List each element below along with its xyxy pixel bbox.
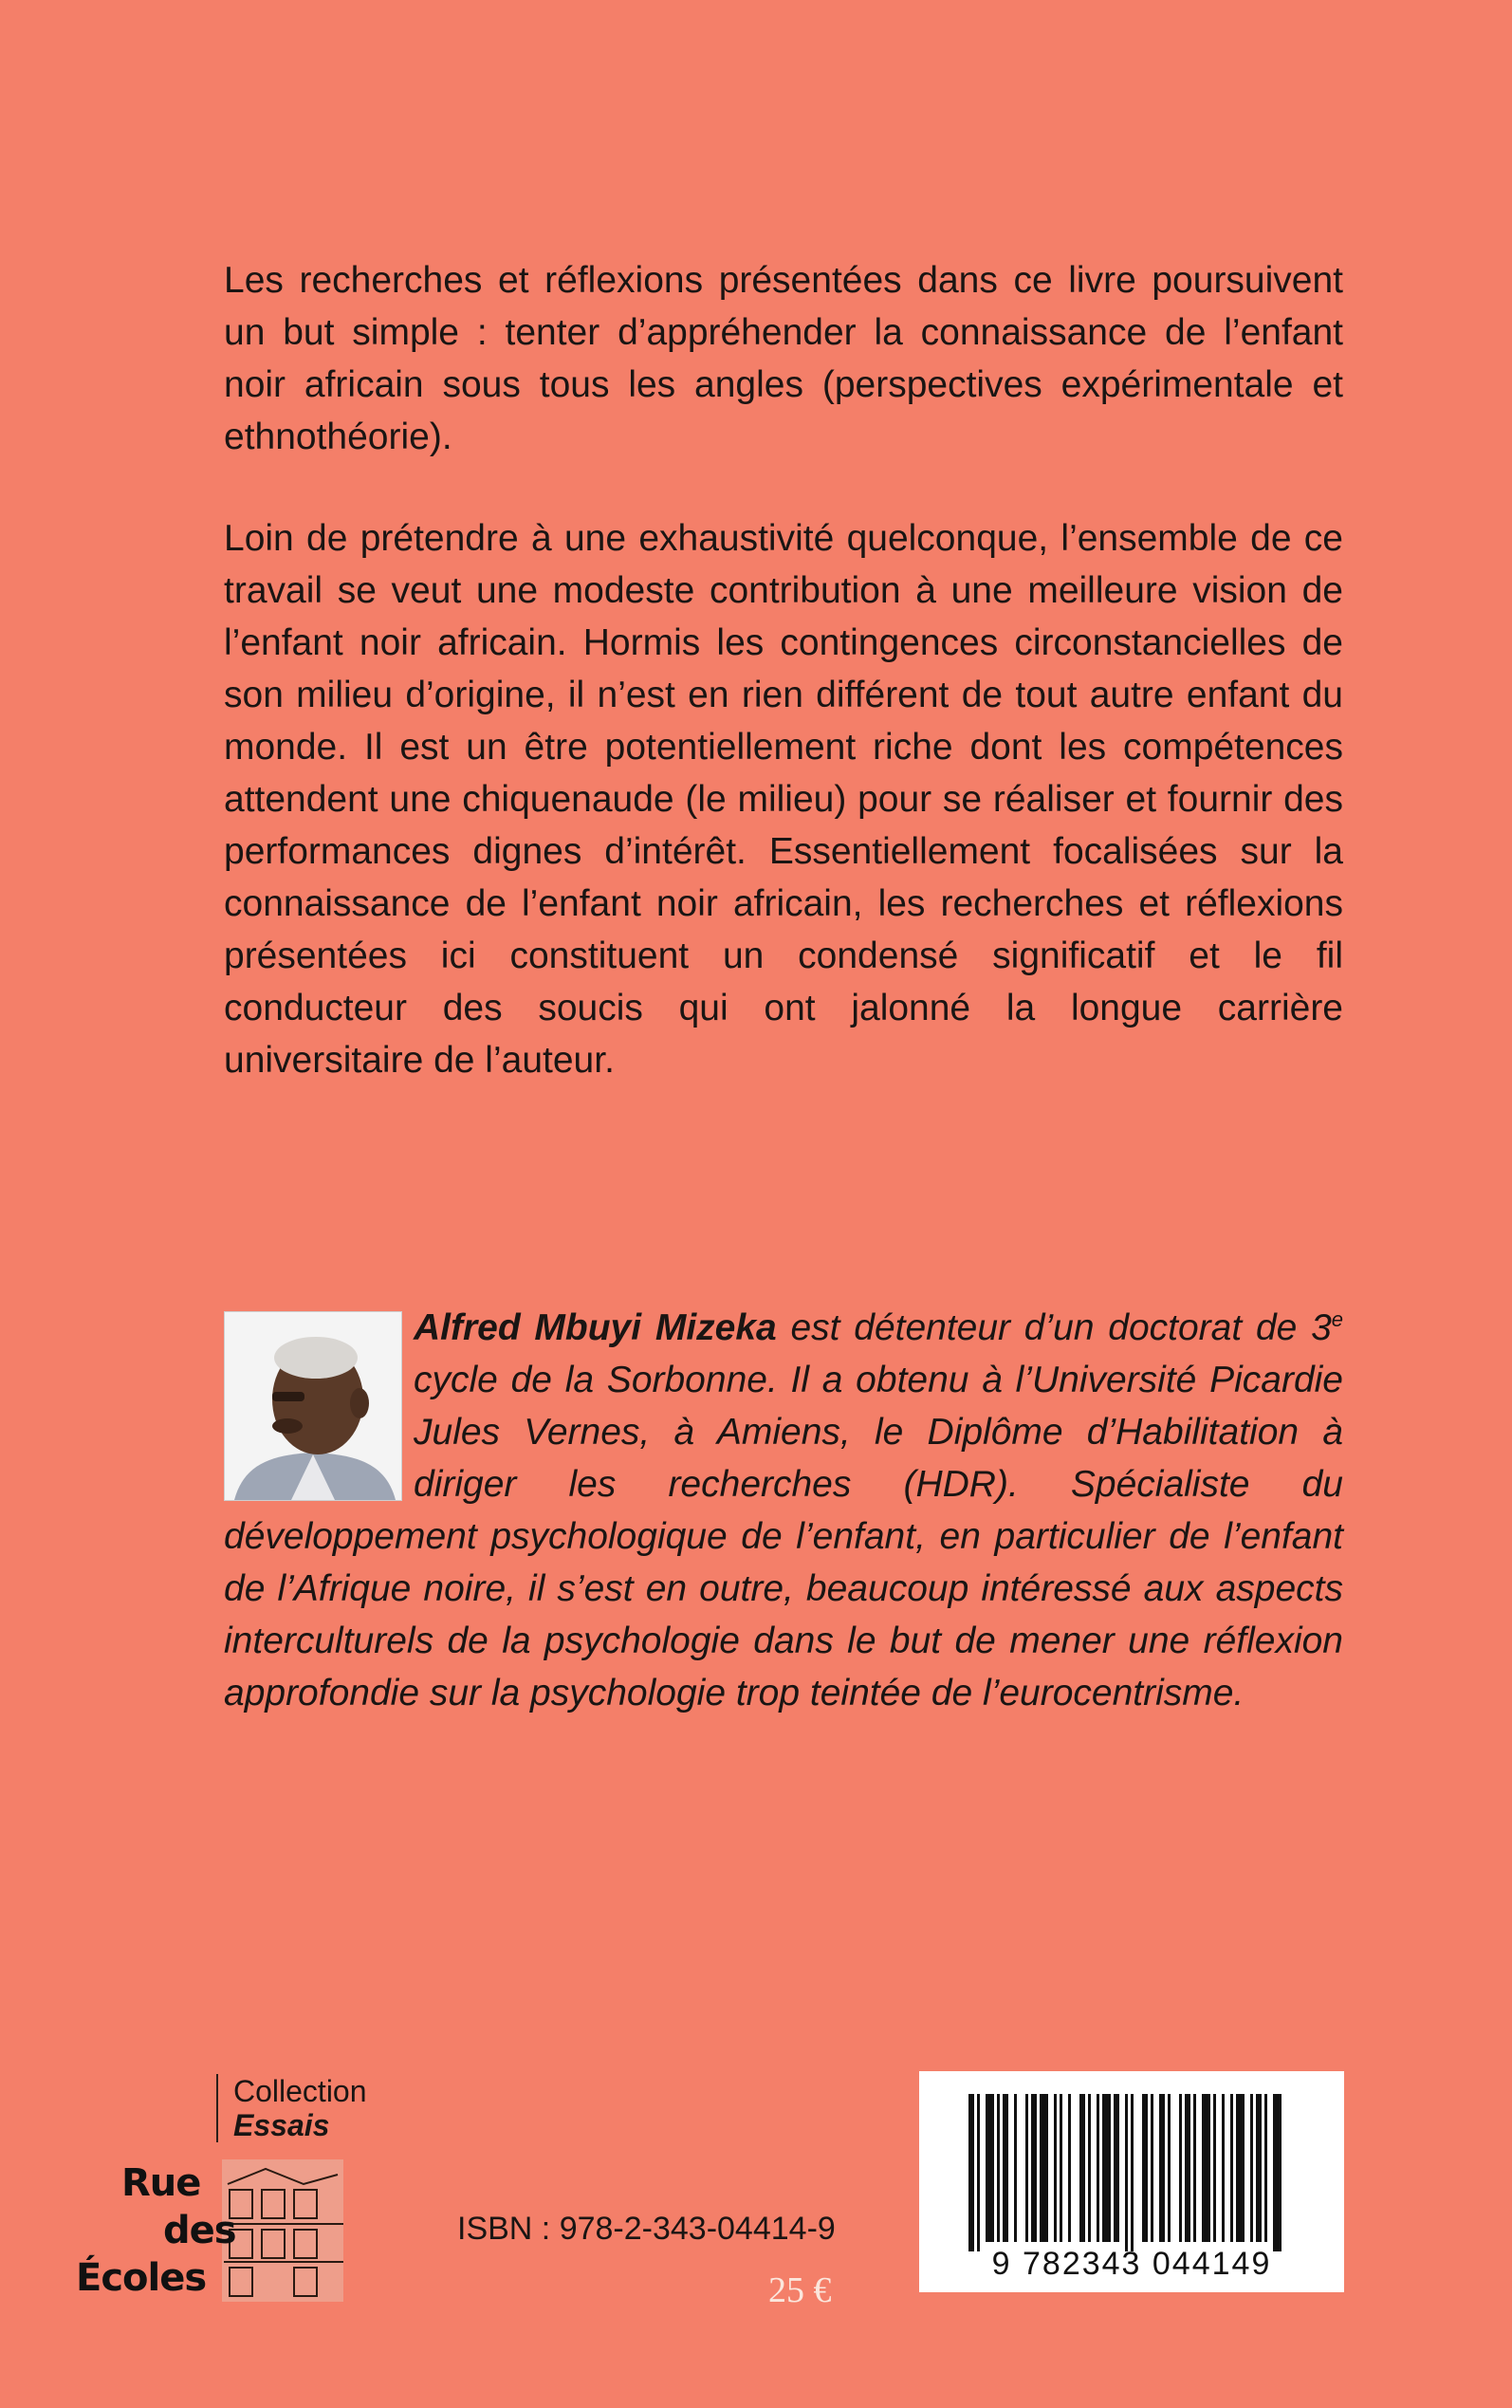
blurb-paragraph-2: Loin de prétendre à une exhaustivité quelconque, l’ensemble de ce travail se veut une modeste contribution à une meilleure vision de l’enfant noir africain. Hormis les contingences circonstancielles de son milieu d’origine, il n’est en rien différent de tout autre enfant du monde. Il est un être potentiellement riche dont les compétences attendent une chiquenaude (le milieu) pour se réaliser et fournir des performances dignes d’intérêt. Essentiellement focalisées sur la connaissance de l’enfant noir africain, les recherches et réflexions présentées ici constituent un condensé significatif et le fil conducteur des soucis qui ont jalonné la longue carrière universitaire de l’auteur. [224, 518, 1343, 1081]
barcode-bar [1250, 2094, 1253, 2242]
collection-title: Collection [233, 2074, 367, 2108]
barcode-bar [1185, 2094, 1190, 2242]
logo-word-1: Rue [121, 2161, 201, 2205]
barcode-bar [1151, 2094, 1153, 2242]
barcode-bar [1003, 2094, 1008, 2242]
barcode-bar [1088, 2094, 1091, 2242]
barcode-bar [1040, 2094, 1048, 2242]
logo-word-2: des [163, 2209, 236, 2252]
barcode-bar [1168, 2094, 1171, 2242]
barcode-bar [1031, 2094, 1037, 2242]
barcode-bar [1230, 2094, 1233, 2242]
barcode-bar [1264, 2094, 1267, 2242]
barcode-bar [968, 2094, 974, 2251]
barcode-bar [1202, 2094, 1210, 2242]
barcode-digits: 9 782343 044149 [991, 2246, 1272, 2282]
barcode-bar [1068, 2094, 1071, 2242]
barcode-bar [1114, 2094, 1119, 2242]
blurb-paragraph-1: Les recherches et réflexions présentées dans ce livre poursuivent un but simple : tenter d’appréhender la connaissance de l’enfant noir africain sous tous les angles (perspectives expérimentale et ethnothéorie). [224, 260, 1343, 457]
barcode-bar [1054, 2094, 1057, 2242]
barcode-bar [1273, 2094, 1282, 2251]
barcode [919, 2071, 1344, 2292]
barcode-bar [1236, 2094, 1245, 2242]
collection-divider [216, 2074, 218, 2142]
author-bio-text-2: cycle de la Sorbonne. Il a obtenu à l’Université Picardie Jules Vernes, à Amiens, le Diplôme d’Habilitation à diriger les recherches (HDR). Spécialiste du développement psychologique de l’enfant, en particulier de l’enfant de l’Afrique noire, il s’est en outre, beaucoup intéressé aux aspects interculturels de la psychologie dans le but de mener une réflexion approfondie sur la psychologie trop teintée de l’eurocentrisme. [224, 1360, 1343, 1713]
barcode-bar [1079, 2094, 1085, 2242]
barcode-bar [1102, 2094, 1111, 2242]
barcode-bar [997, 2094, 1000, 2242]
collection-label [233, 2074, 367, 2142]
isbn-text: ISBN : 978-2-343-04414-9 [457, 2211, 836, 2247]
barcode-bar [977, 2094, 980, 2251]
barcode-bar [1097, 2094, 1099, 2242]
barcode-bar [1125, 2094, 1128, 2251]
barcode-bar [1256, 2094, 1262, 2242]
author-name: Alfred Mbuyi Mizeka [414, 1307, 777, 1348]
price-text: 25 € [768, 2270, 832, 2310]
barcode-bar [986, 2094, 994, 2242]
publisher-logo [76, 2156, 351, 2307]
barcode-bar [1222, 2094, 1225, 2242]
barcode-bar [1060, 2094, 1062, 2242]
barcode-bar [1193, 2094, 1196, 2242]
barcode-bar [1025, 2094, 1028, 2242]
author-bio [224, 1302, 1343, 1719]
barcode-bars [919, 2071, 1344, 2251]
author-bio-text-1: est détenteur d’un doctorat de 3 [776, 1307, 1332, 1348]
barcode-bar [1142, 2094, 1148, 2242]
barcode-bar [1213, 2094, 1216, 2242]
blurb-text [224, 254, 1343, 1136]
barcode-bar [1179, 2094, 1182, 2242]
barcode-bar [1159, 2094, 1165, 2242]
logo-word-3: Écoles [76, 2256, 207, 2300]
barcode-bar [1131, 2094, 1134, 2251]
collection-series-name: Essais [233, 2108, 330, 2142]
barcode-bar [1014, 2094, 1017, 2242]
author-bio-superscript: e [1331, 1307, 1344, 1331]
